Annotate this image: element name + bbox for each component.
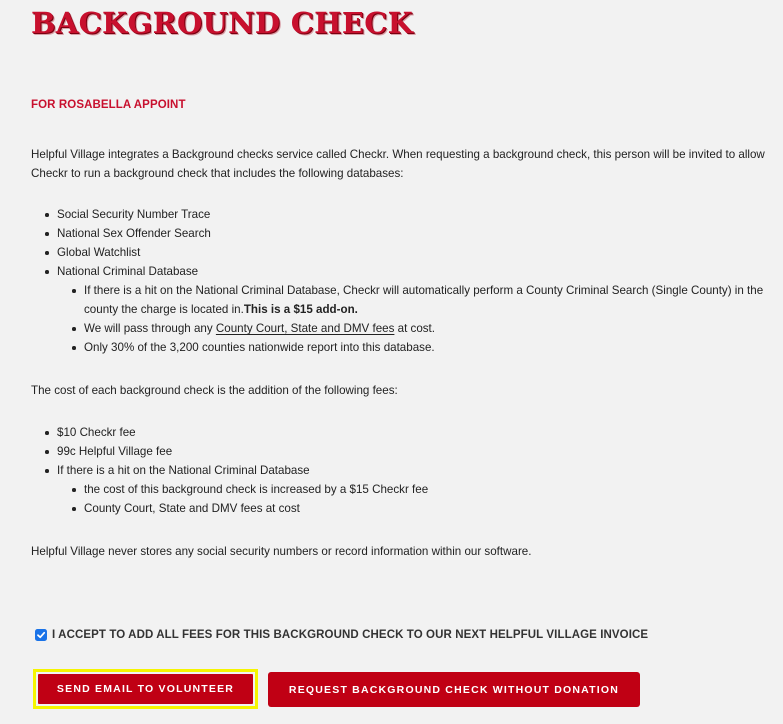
list-item <box>57 262 783 357</box>
list-item: $10 Checkr fee <box>57 423 783 442</box>
list-item-label: National Criminal Database <box>57 265 199 278</box>
fee-list <box>31 423 783 518</box>
pass-through-suffix: at cost. <box>394 322 436 335</box>
list-item: the cost of this background check is increased by a $15 Checkr fee <box>84 480 783 499</box>
list-item-label: If there is a hit on the National Criminal Database <box>57 464 310 477</box>
accept-fees-row <box>35 629 648 641</box>
send-email-highlight <box>33 669 258 709</box>
county-court-fees-link[interactable]: County Court, State and DMV fees <box>215 322 395 335</box>
send-email-button[interactable]: SEND EMAIL TO VOLUNTEER <box>38 674 253 704</box>
accept-fees-checkbox[interactable] <box>35 629 47 641</box>
intro-paragraph: Helpful Village integrates a Background checks service called Checkr. When requesting a background check, this person will be invited to allow Checkr to run a background check that includes the following databases: <box>31 148 765 180</box>
list-item: National Sex Offender Search <box>57 224 783 243</box>
criminal-database-sublist <box>57 281 783 357</box>
page-title: BACKGROUND CHECK <box>31 6 414 40</box>
page-subtitle: FOR ROSABELLA APPOINT <box>31 99 186 111</box>
checkmark-icon <box>36 630 46 640</box>
criminal-hit-fee-sublist <box>57 480 783 518</box>
hit-description: If there is a hit on the National Criminal Database, Checkr will automatically perform a County Criminal Search (Single County) in the county the charge is located in. <box>84 284 764 316</box>
list-item: Only 30% of the 3,200 counties nationwide report into this database. <box>84 338 783 357</box>
database-list <box>31 205 783 357</box>
request-background-check-button[interactable]: REQUEST BACKGROUND CHECK WITHOUT DONATION <box>268 672 640 707</box>
hit-addon-note: This is a $15 add-on. <box>243 303 358 316</box>
list-item: Social Security Number Trace <box>57 205 783 224</box>
cost-intro-paragraph: The cost of each background check is the addition of the following fees: <box>31 384 398 397</box>
list-item: County Court, State and DMV fees at cost <box>84 499 783 518</box>
list-item <box>84 319 783 338</box>
list-item <box>57 461 783 518</box>
list-item: 99c Helpful Village fee <box>57 442 783 461</box>
list-item: Global Watchlist <box>57 243 783 262</box>
list-item <box>84 281 783 319</box>
privacy-note: Helpful Village never stores any social security numbers or record information within our software. <box>31 545 532 558</box>
accept-fees-label[interactable]: I ACCEPT TO ADD ALL FEES FOR THIS BACKGROUND CHECK TO OUR NEXT HELPFUL VILLAGE INVOICE <box>52 629 649 641</box>
pass-through-prefix: We will pass through any <box>84 322 216 335</box>
